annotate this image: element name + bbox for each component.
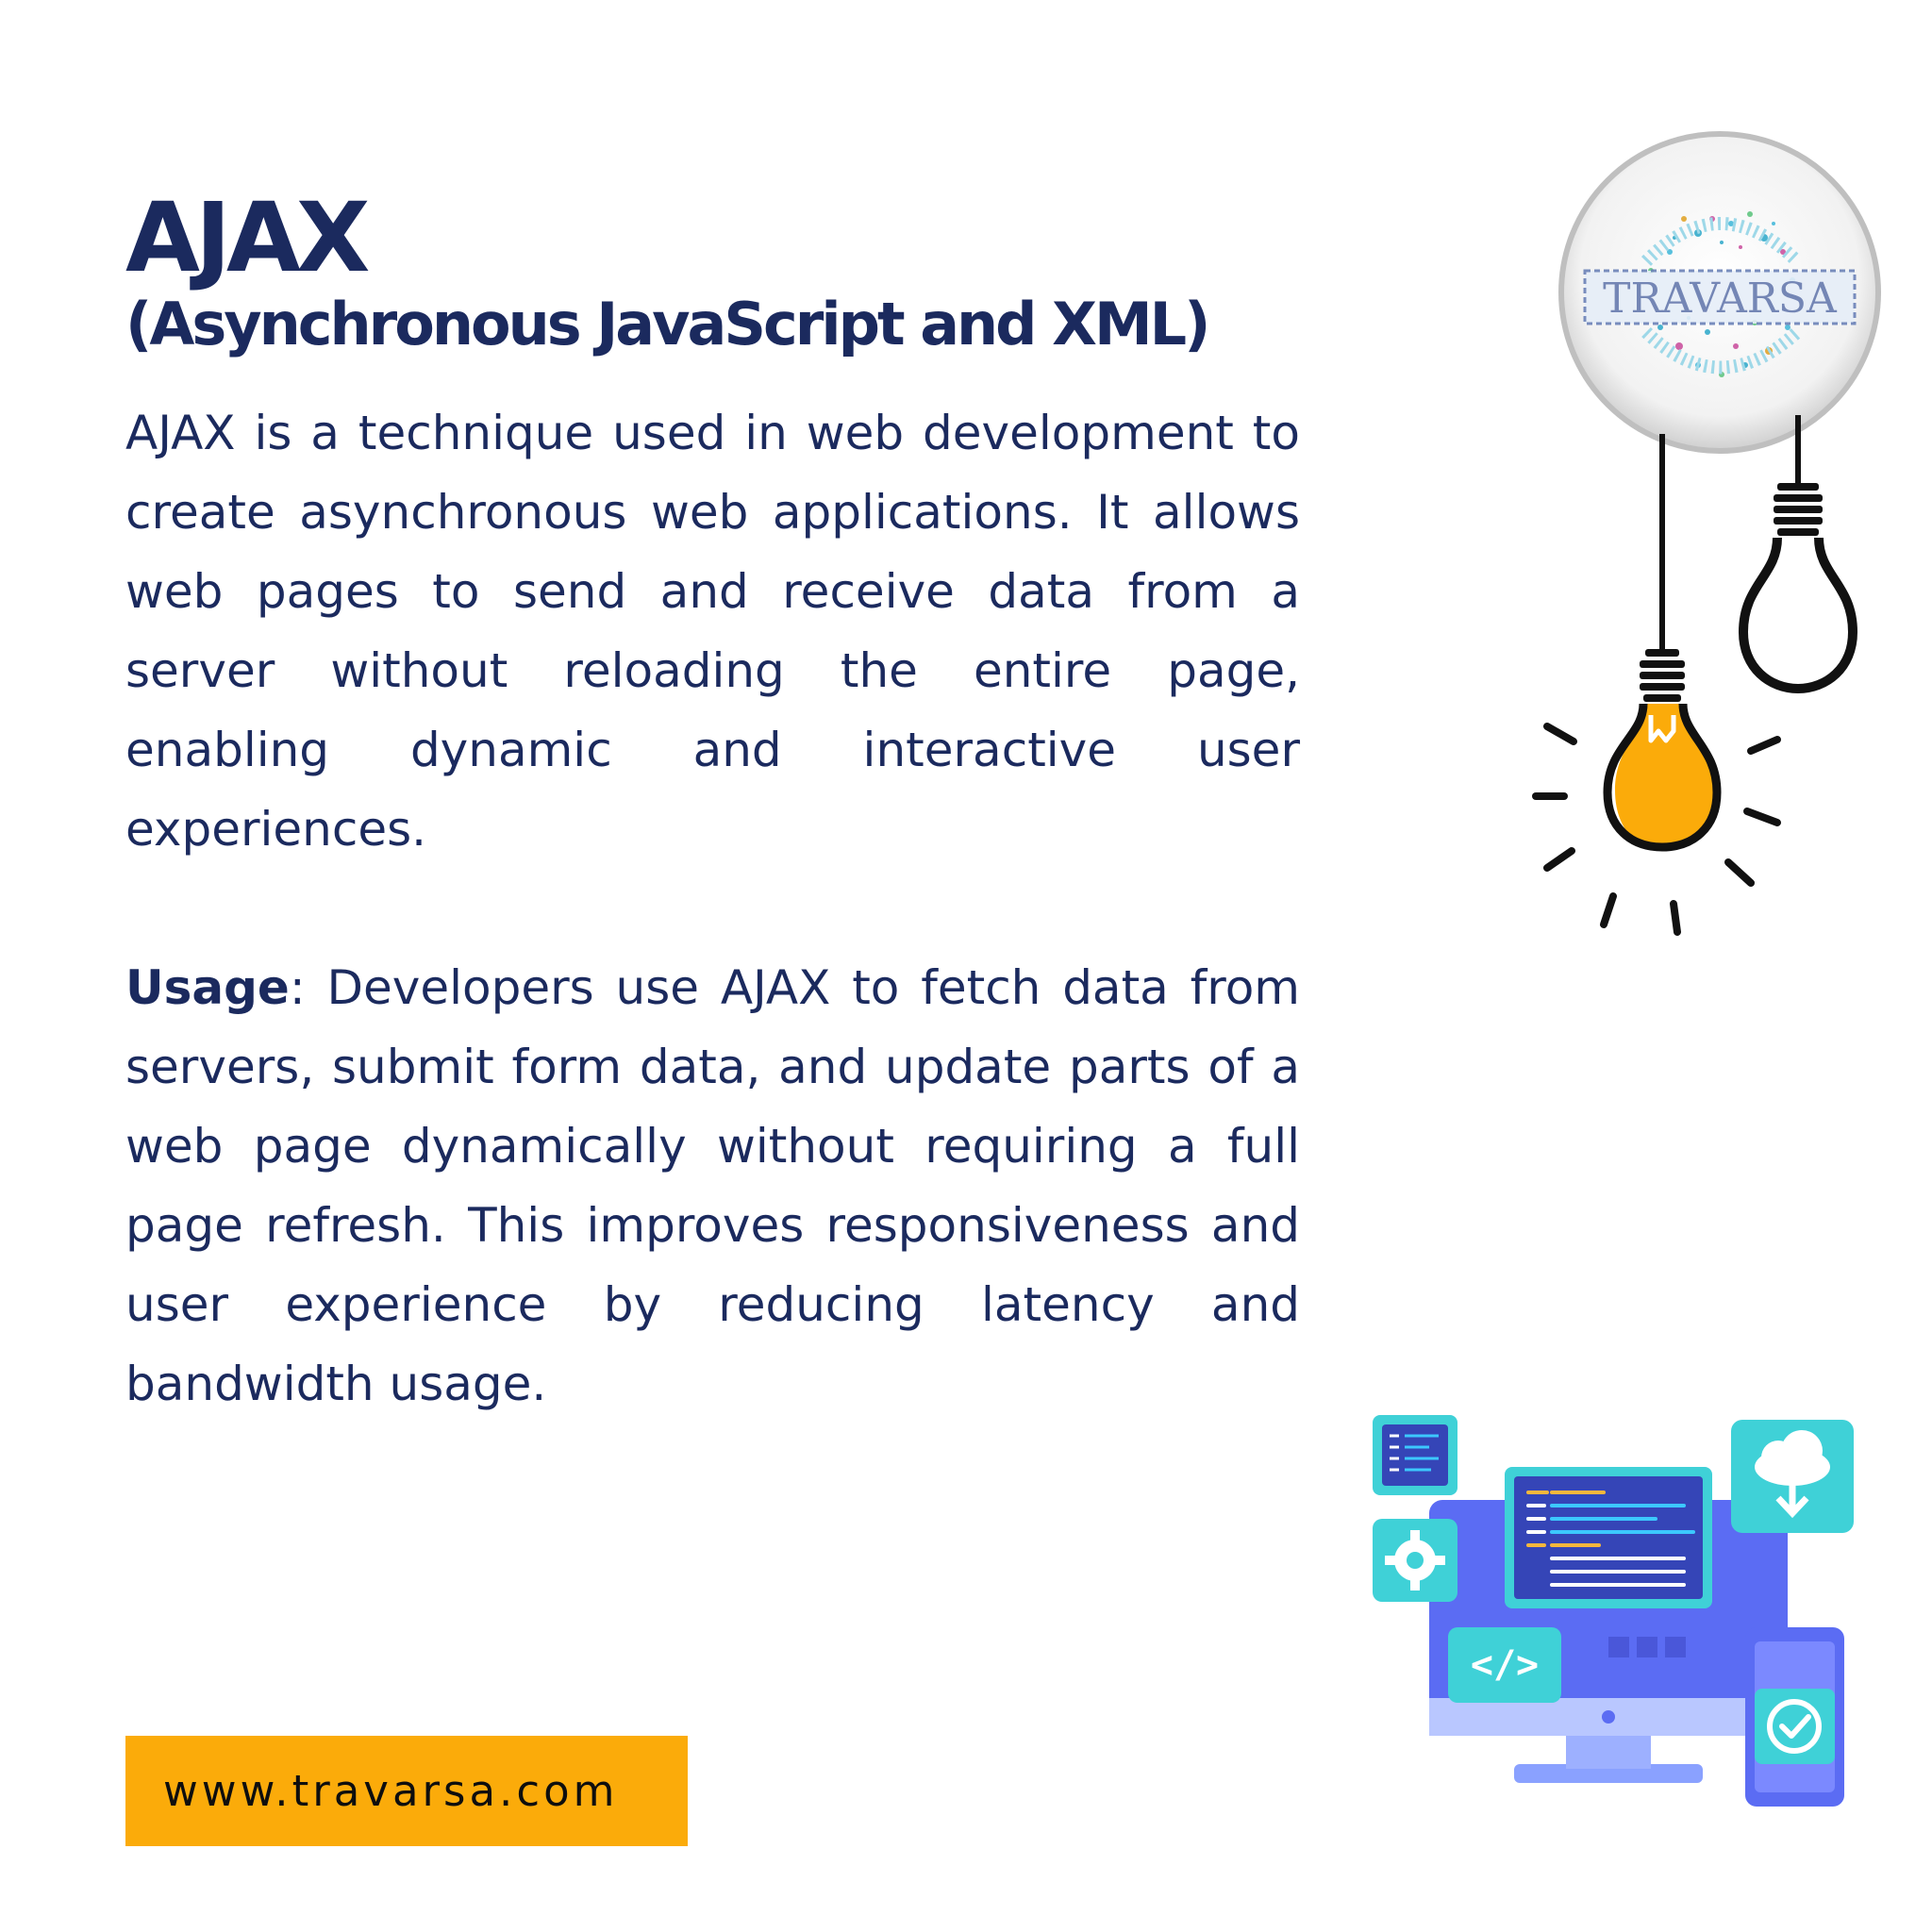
svg-text:</>: </> — [1470, 1643, 1540, 1687]
footer-url-bar — [125, 1736, 688, 1846]
usage-paragraph — [125, 948, 1300, 1424]
computer-illustration-icon — [1373, 1415, 1873, 1821]
page-subtitle: (Asynchronous JavaScript and XML) — [125, 290, 1208, 359]
logo-globe-icon — [1557, 129, 1883, 456]
website-url[interactable]: www.travarsa.com — [163, 1766, 619, 1816]
logo-text: TRAVARSA — [1603, 275, 1837, 323]
page-title: AJAX — [125, 182, 366, 294]
intro-paragraph: AJAX is a technique used in web development to create asynchronous web applications. It allows web pages to send and receive data from a server without reloading the entire page, enabling dynamic and interactive user experiences. — [125, 406, 1300, 858]
usage-text: : Developers use AJAX to fetch data from servers, submit form data, and update parts of a web page dynamically without requiring a full page refresh. This improves responsiveness and user experience by reducing latency and bandwidth usage. — [125, 960, 1300, 1412]
main-content — [125, 182, 1300, 1424]
lightbulb-icon — [1509, 415, 1896, 953]
usage-label: Usage — [125, 960, 290, 1016]
